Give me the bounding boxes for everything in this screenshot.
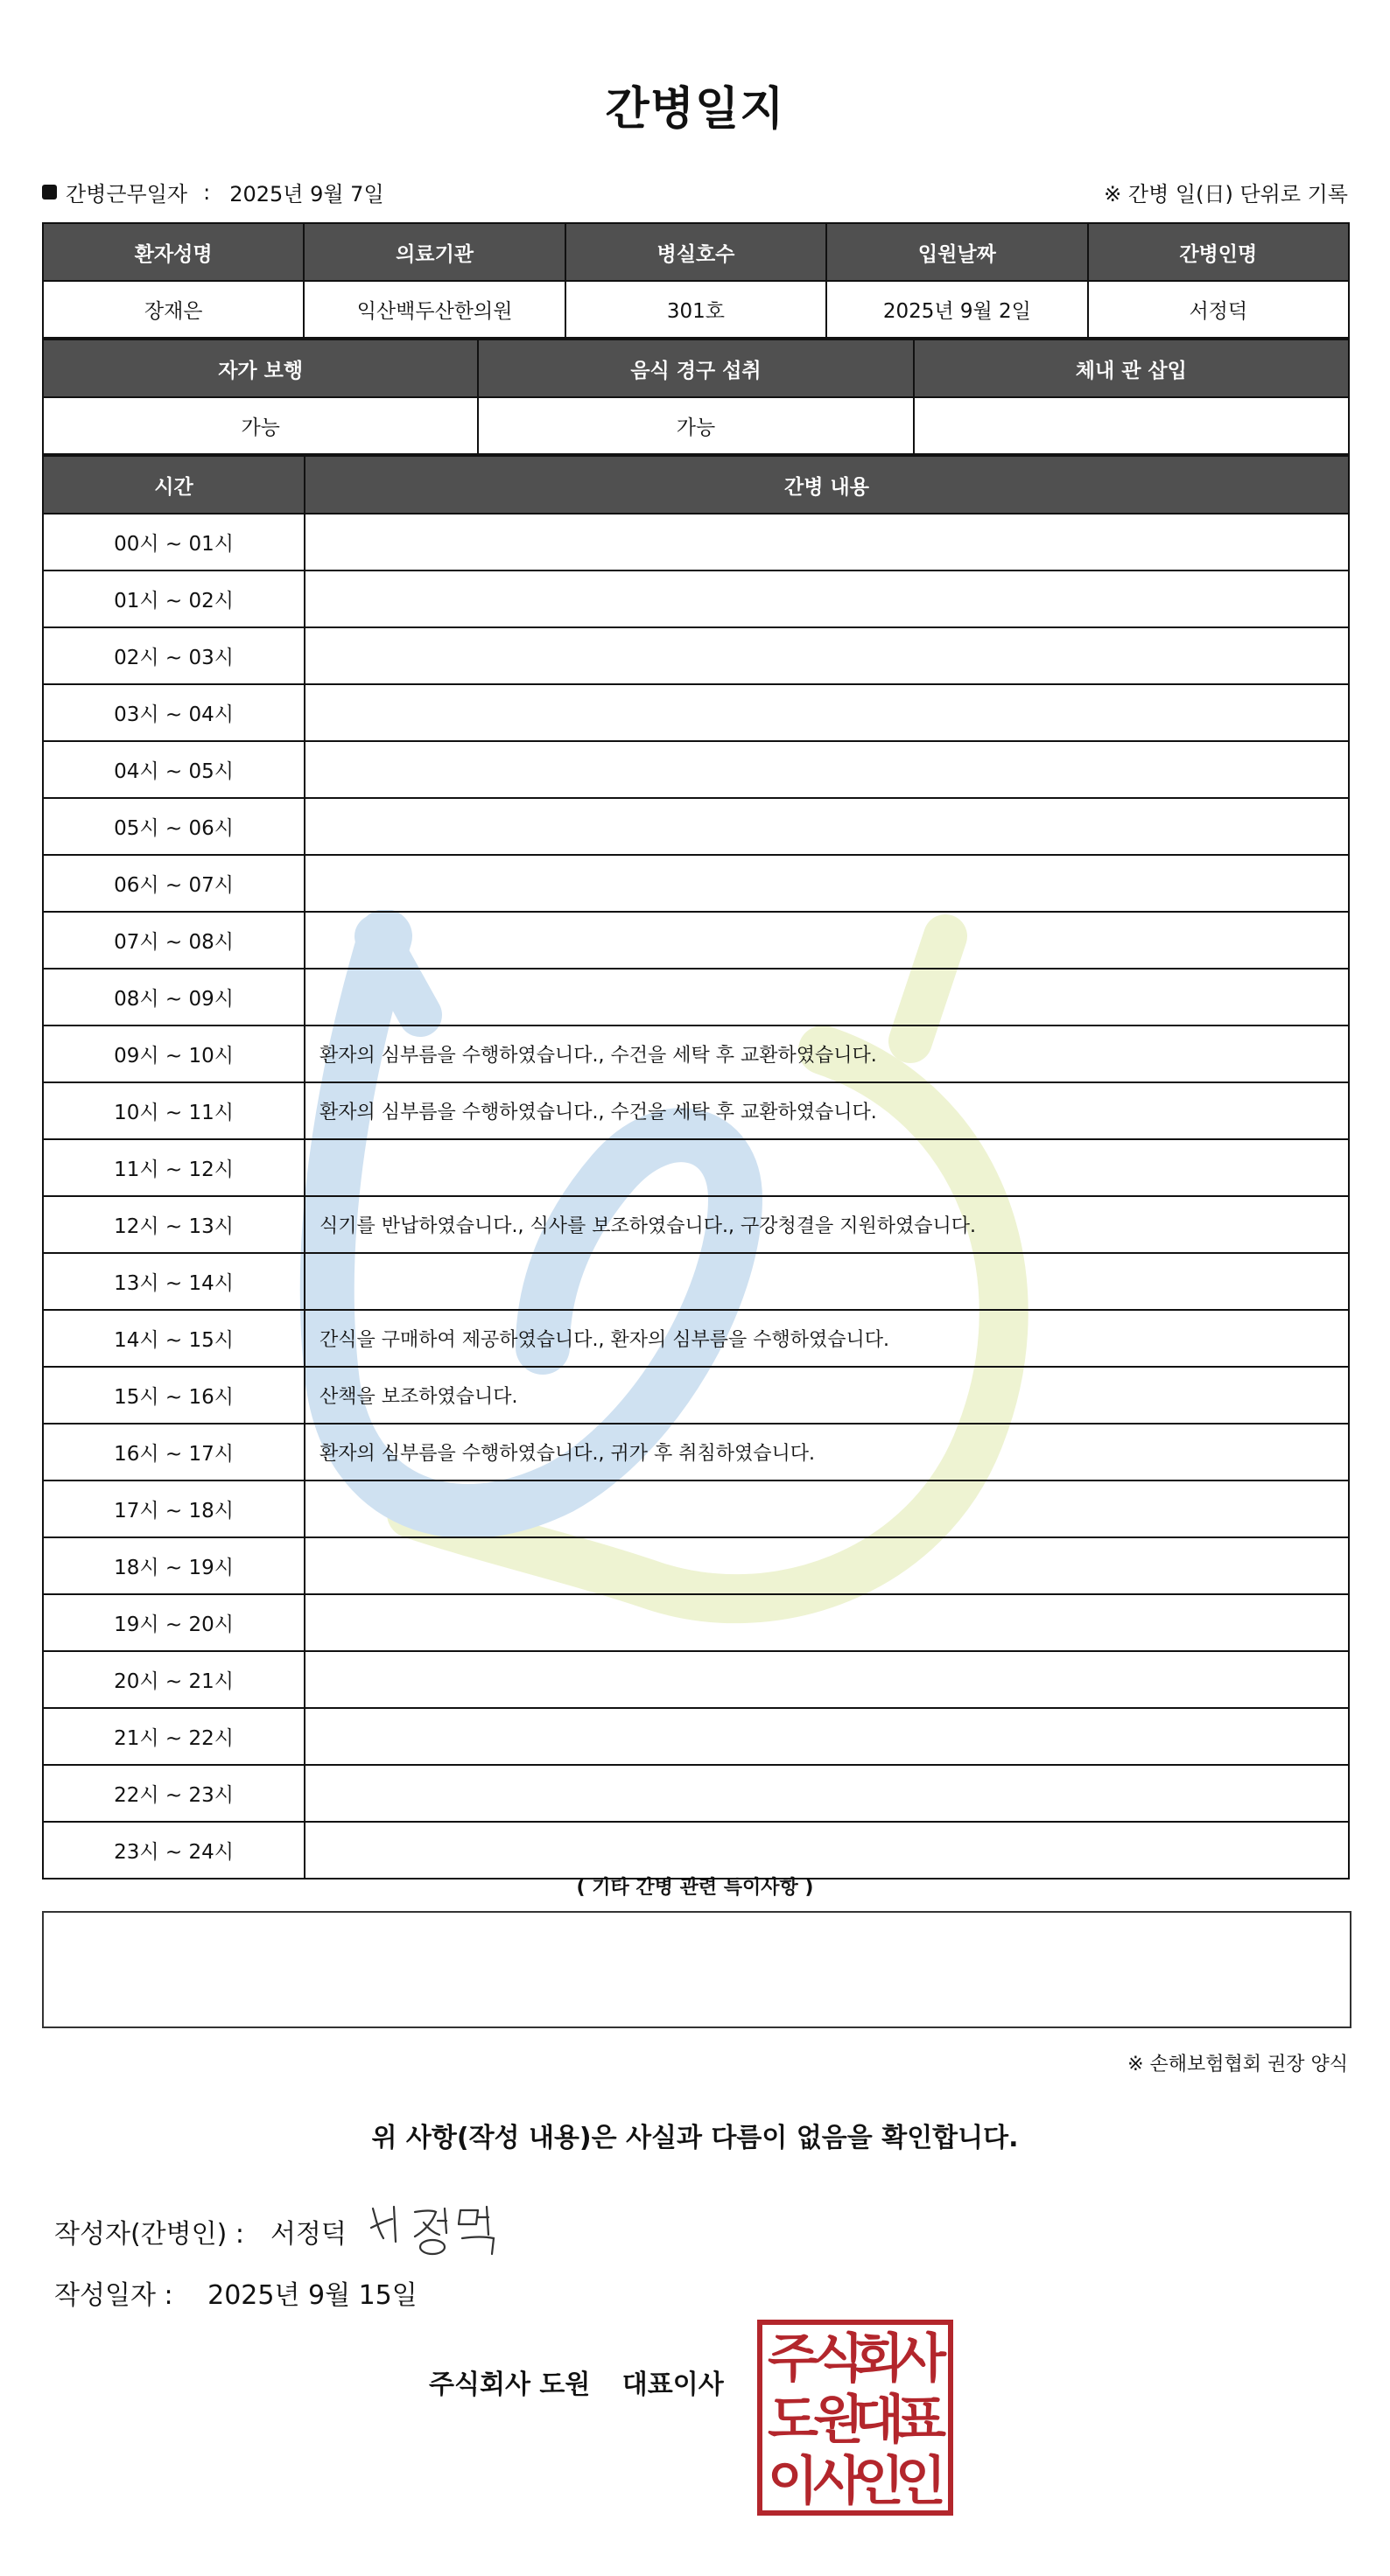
log-time: 07시 ~ 08시 <box>43 912 305 969</box>
page-title: 간병일지 <box>605 83 785 136</box>
log-content: 환자의 심부름을 수행하였습니다., 수건을 세탁 후 교환하였습니다. <box>305 1026 1349 1082</box>
svg-text:식: 식 <box>813 2328 864 2390</box>
log-content <box>305 627 1349 684</box>
svg-text:도: 도 <box>768 2390 818 2451</box>
log-time: 17시 ~ 18시 <box>43 1480 305 1537</box>
log-content: 환자의 심부름을 수행하였습니다., 귀가 후 취침하였습니다. <box>305 1424 1349 1480</box>
handwritten-signature <box>366 2203 515 2259</box>
log-row <box>43 1651 1349 1708</box>
header-room-number: 병실호수 <box>565 223 826 281</box>
log-time: 19시 ~ 20시 <box>43 1594 305 1651</box>
svg-text:원: 원 <box>813 2390 864 2451</box>
author-row <box>54 2203 515 2259</box>
log-content <box>305 1139 1349 1196</box>
log-content <box>305 855 1349 912</box>
log-content <box>305 570 1349 627</box>
work-date-label: 간병근무일자 <box>66 182 188 206</box>
log-row <box>43 1082 1349 1139</box>
room-number: 301호 <box>565 281 826 338</box>
log-time: 00시 ~ 01시 <box>43 514 305 570</box>
header-oral-intake: 음식 경구 섭취 <box>478 340 913 397</box>
written-date-label: 작성일자 : <box>54 2280 173 2311</box>
oral-intake-value: 가능 <box>478 397 913 454</box>
log-content <box>305 1765 1349 1822</box>
svg-text:이: 이 <box>768 2451 818 2512</box>
log-time: 11시 ~ 12시 <box>43 1139 305 1196</box>
log-content <box>305 798 1349 855</box>
log-row <box>43 1026 1349 1082</box>
log-row <box>43 1594 1349 1651</box>
author-label: 작성자(간병인) : <box>54 2219 244 2250</box>
special-notes-heading: ( 기타 간병 관련 특이사항 ) <box>576 1877 814 1899</box>
self-walking-value: 가능 <box>43 397 478 454</box>
log-time: 21시 ~ 22시 <box>43 1708 305 1765</box>
svg-text:대: 대 <box>853 2390 904 2451</box>
log-time: 20시 ~ 21시 <box>43 1651 305 1708</box>
log-content <box>305 1537 1349 1594</box>
log-content: 환자의 심부름을 수행하였습니다., 수건을 세탁 후 교환하였습니다. <box>305 1082 1349 1139</box>
header-hospital: 의료기관 <box>304 223 565 281</box>
header-patient-name: 환자성명 <box>43 223 304 281</box>
log-row <box>43 855 1349 912</box>
log-content <box>305 1253 1349 1310</box>
patient-info-table <box>42 222 1350 339</box>
svg-text:인: 인 <box>853 2451 904 2512</box>
svg-text:인: 인 <box>895 2451 946 2512</box>
work-date-row <box>42 177 384 207</box>
company-signature-line <box>429 2362 724 2401</box>
work-date-value: 2025년 9월 7일 <box>229 182 384 206</box>
form-source-note: ※ 손해보험협회 권장 양식 <box>1127 2054 1348 2076</box>
log-time: 16시 ~ 17시 <box>43 1424 305 1480</box>
care-log-table <box>42 455 1350 1880</box>
log-row <box>43 1253 1349 1310</box>
log-row <box>43 1310 1349 1367</box>
log-content: 식기를 반납하였습니다., 식사를 보조하였습니다., 구강청결을 지원하였습니다. <box>305 1196 1349 1253</box>
record-unit-note: ※ 간병 일(日) 단위로 기록 <box>1104 182 1348 206</box>
confirmation-statement: 위 사항(작성 내용)은 사실과 다름이 없음을 확인합니다. <box>371 2123 1019 2153</box>
log-content <box>305 1594 1349 1651</box>
log-content <box>305 1822 1349 1879</box>
special-notes-box <box>42 1911 1351 2028</box>
log-content <box>305 1708 1349 1765</box>
log-time: 09시 ~ 10시 <box>43 1026 305 1082</box>
log-row <box>43 741 1349 798</box>
log-time: 18시 ~ 19시 <box>43 1537 305 1594</box>
log-row <box>43 1196 1349 1253</box>
bullet-square-icon <box>42 185 57 200</box>
log-content <box>305 741 1349 798</box>
log-content <box>305 1480 1349 1537</box>
log-time: 15시 ~ 16시 <box>43 1367 305 1424</box>
log-row <box>43 1822 1349 1879</box>
log-time: 13시 ~ 14시 <box>43 1253 305 1310</box>
written-date-row <box>54 2273 418 2312</box>
log-row <box>43 1708 1349 1765</box>
written-date-value: 2025년 9월 15일 <box>207 2280 418 2311</box>
svg-text:표: 표 <box>895 2390 946 2451</box>
log-row <box>43 1537 1349 1594</box>
svg-text:회: 회 <box>853 2328 904 2390</box>
log-time: 04시 ~ 05시 <box>43 741 305 798</box>
tube-insertion-value <box>914 397 1349 454</box>
log-content <box>305 514 1349 570</box>
company-seal-stamp <box>756 2319 954 2516</box>
log-row <box>43 1480 1349 1537</box>
log-content <box>305 684 1349 741</box>
log-row <box>43 1765 1349 1822</box>
header-caregiver-name: 간병인명 <box>1088 223 1349 281</box>
log-time: 03시 ~ 04시 <box>43 684 305 741</box>
log-content <box>305 969 1349 1026</box>
representative-label: 대표이사 <box>621 2370 724 2400</box>
log-content: 산책을 보조하였습니다. <box>305 1367 1349 1424</box>
log-time: 14시 ~ 15시 <box>43 1310 305 1367</box>
log-row <box>43 1424 1349 1480</box>
log-time: 05시 ~ 06시 <box>43 798 305 855</box>
log-row <box>43 1139 1349 1196</box>
log-time: 12시 ~ 13시 <box>43 1196 305 1253</box>
log-row <box>43 514 1349 570</box>
log-row <box>43 1367 1349 1424</box>
caregiver-name: 서정덕 <box>1088 281 1349 338</box>
svg-text:사: 사 <box>895 2328 946 2390</box>
header-care-content: 간병 내용 <box>305 456 1349 514</box>
log-row <box>43 912 1349 969</box>
log-time: 23시 ~ 24시 <box>43 1822 305 1879</box>
svg-text:사: 사 <box>813 2451 864 2512</box>
company-name: 주식회사 도원 <box>429 2370 591 2400</box>
log-row <box>43 570 1349 627</box>
colon-separator: : <box>203 179 211 205</box>
log-time: 02시 ~ 03시 <box>43 627 305 684</box>
log-row <box>43 798 1349 855</box>
patient-status-table <box>42 339 1350 455</box>
header-tube-insertion: 체내 관 삽입 <box>914 340 1349 397</box>
log-time: 06시 ~ 07시 <box>43 855 305 912</box>
log-row <box>43 969 1349 1026</box>
svg-text:주: 주 <box>768 2328 818 2390</box>
patient-name: 장재은 <box>43 281 304 338</box>
log-row <box>43 627 1349 684</box>
log-content <box>305 912 1349 969</box>
log-time: 08시 ~ 09시 <box>43 969 305 1026</box>
log-content <box>305 1651 1349 1708</box>
log-time: 10시 ~ 11시 <box>43 1082 305 1139</box>
log-time: 01시 ~ 02시 <box>43 570 305 627</box>
log-row <box>43 684 1349 741</box>
hospital-name: 익산백두산한의원 <box>304 281 565 338</box>
author-name: 서정덕 <box>270 2219 347 2250</box>
admission-date: 2025년 9월 2일 <box>826 281 1087 338</box>
header-admission-date: 입원날짜 <box>826 223 1087 281</box>
log-time: 22시 ~ 23시 <box>43 1765 305 1822</box>
header-time: 시간 <box>43 456 305 514</box>
header-self-walking: 자가 보행 <box>43 340 478 397</box>
log-content: 간식을 구매하여 제공하였습니다., 환자의 심부름을 수행하였습니다. <box>305 1310 1349 1367</box>
